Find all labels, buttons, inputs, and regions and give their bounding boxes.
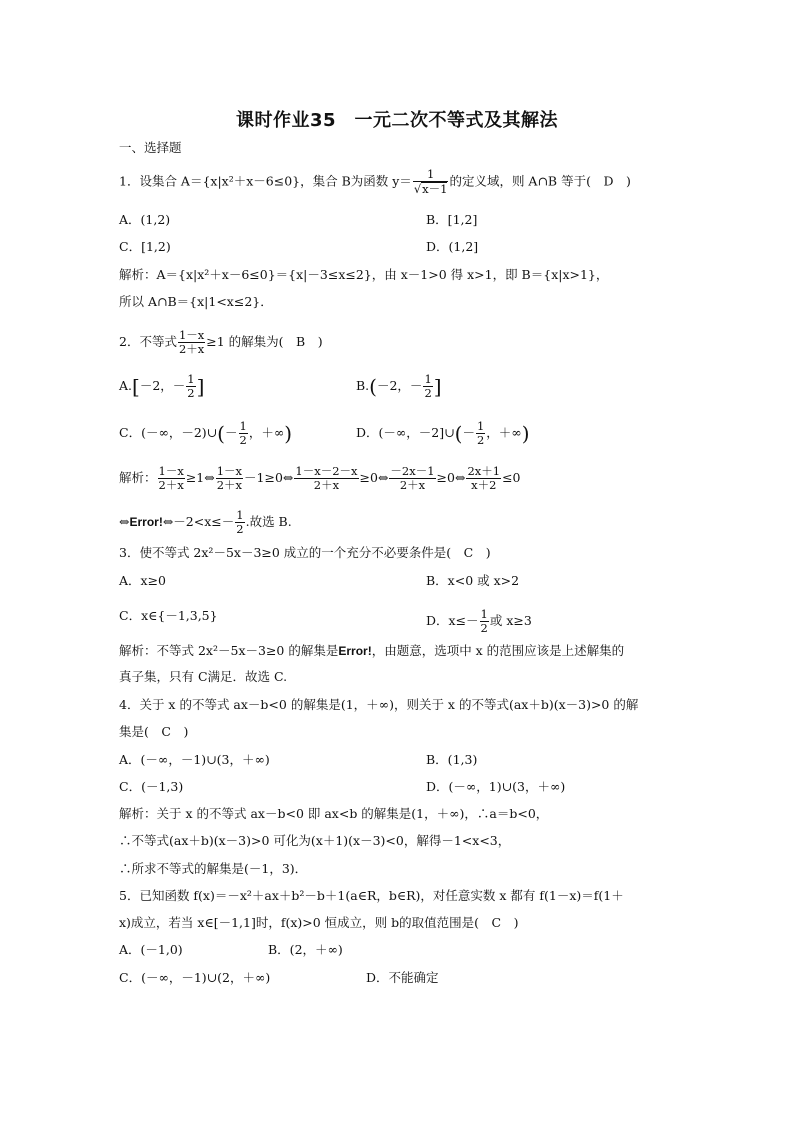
q1-option-b: B．[1,2]	[426, 212, 478, 227]
q3-solution-line1: 解析：不等式 2x²－5x－3≥0 的解集是Error!，由题意，选项中 x 的范围应该是上述解集的	[119, 643, 625, 658]
q2-stem: 2．不等式 $\frac{1-x}{2+x}$ ≥1 的解集为( B )	[119, 328, 323, 356]
q4-solution-line1: 解析：关于 x 的不等式 ax－b<0 即 ax<b 的解集是(1，＋∞)，∴a＝b<0，	[119, 806, 549, 821]
q1-solution-line2: 所以 A∩B＝{x|1<x≤2}．	[119, 294, 273, 309]
q3-solution-line2: 真子集，只有 C满足．故选 C.	[119, 669, 288, 684]
q1-stem: 1．设集合 A＝{x|x²＋x－6≤0}，集合 B为函数 y＝ $\frac{1}{√x-1}$ 的定义域，则 A∩B 等于( D )	[119, 167, 631, 196]
q4-solution-line2: ∴不等式(ax＋b)(x－3)>0 可化为(x＋1)(x－3)<0，解得－1<x<3，	[119, 833, 511, 848]
q2-option-a: A.[－2，－ $\frac{1}{2}$ ]	[119, 372, 205, 400]
q1-option-a: A．(1,2)	[119, 212, 171, 227]
section-heading: 一、选择题	[119, 140, 182, 155]
q5-option-b: B．(2，＋∞)	[268, 942, 343, 957]
q4-stem-line1: 4．关于 x 的不等式 ax－b<0 的解集是(1，＋∞)，则关于 x 的不等式(ax＋b)(x－3)>0 的解	[119, 697, 639, 712]
q1-option-c: C．[1,2)	[119, 239, 171, 254]
q3-option-c: C．x∈{－1,3,5}	[119, 608, 218, 623]
q3-stem: 3．使不等式 2x²－5x－3≥0 成立的一个充分不必要条件是( C )	[119, 545, 491, 560]
page-title: 课时作业35 一元二次不等式及其解法	[235, 110, 559, 131]
q2-option-d: D．(－∞，－2]∪(－ $\frac{1}{2}$ ，＋∞)	[356, 419, 530, 447]
q4-stem-line2: 集是( C )	[119, 724, 189, 739]
q4-option-c: C．(－1,3)	[119, 779, 184, 794]
q3-option-a: A．x≥0	[119, 573, 167, 588]
q4-option-a: A．(－∞，－1)∪(3，＋∞)	[119, 752, 270, 767]
q3-option-d: D．x≤－ $\frac{1}{2}$ 或 x≥3	[426, 607, 532, 635]
q4-solution-line3: ∴所求不等式的解集是(－1，3)．	[119, 861, 308, 876]
q1-solution-line1: 解析：A＝{x|x²＋x－6≤0}＝{x|－3≤x≤2}，由 x－1>0 得 x>1，即 B＝{x|x>1}，	[119, 267, 609, 282]
q5-option-d: D．不能确定	[366, 970, 439, 985]
q2-solution-line1: 解析： $\frac{1-x}{2+x}$ ≥1⇔ $\frac{1-x}{2+x}$ －1≥0⇔ $\frac{1-x-2-x}{2+x}$ ≥0⇔ $\frac{-2x-1}{2+x}$ ≥0⇔ $\frac{2x+1}{x+2}$ ≤0	[119, 464, 521, 492]
q5-stem-line1: 5．已知函数 f(x)＝－x²＋ax＋b²－b＋1(a∈R，b∈R)，对任意实数 x 都有 f(1－x)＝f(1＋	[119, 888, 624, 903]
q5-option-c: C．(－∞，－1)∪(2，＋∞)	[119, 970, 271, 985]
q5-stem-line2: x)成立，若当 x∈[－1,1]时，f(x)>0 恒成立，则 b的取值范围是( C )	[119, 915, 519, 930]
q4-option-b: B．(1,3)	[426, 752, 478, 767]
q5-option-a: A．(－1,0)	[119, 942, 183, 957]
q2-option-b: B.(－2，－ $\frac{1}{2}$ ]	[356, 372, 442, 400]
q3-option-b: B．x<0 或 x>2	[426, 573, 520, 588]
q1-fraction: $\frac{1}{√x-1}$	[413, 167, 448, 196]
q2-solution-line2: ⇔Error!⇔－2<x≤－ $\frac{1}{2}$ .故选 B.	[119, 508, 292, 536]
q2-option-c: C．(－∞，－2)∪(－ $\frac{1}{2}$ ，＋∞)	[119, 419, 293, 447]
q1-option-d: D．(1,2]	[426, 239, 479, 254]
q4-option-d: D．(－∞，1)∪(3，＋∞)	[426, 779, 566, 794]
q2-fraction: $\frac{1-x}{2+x}$	[178, 328, 205, 356]
